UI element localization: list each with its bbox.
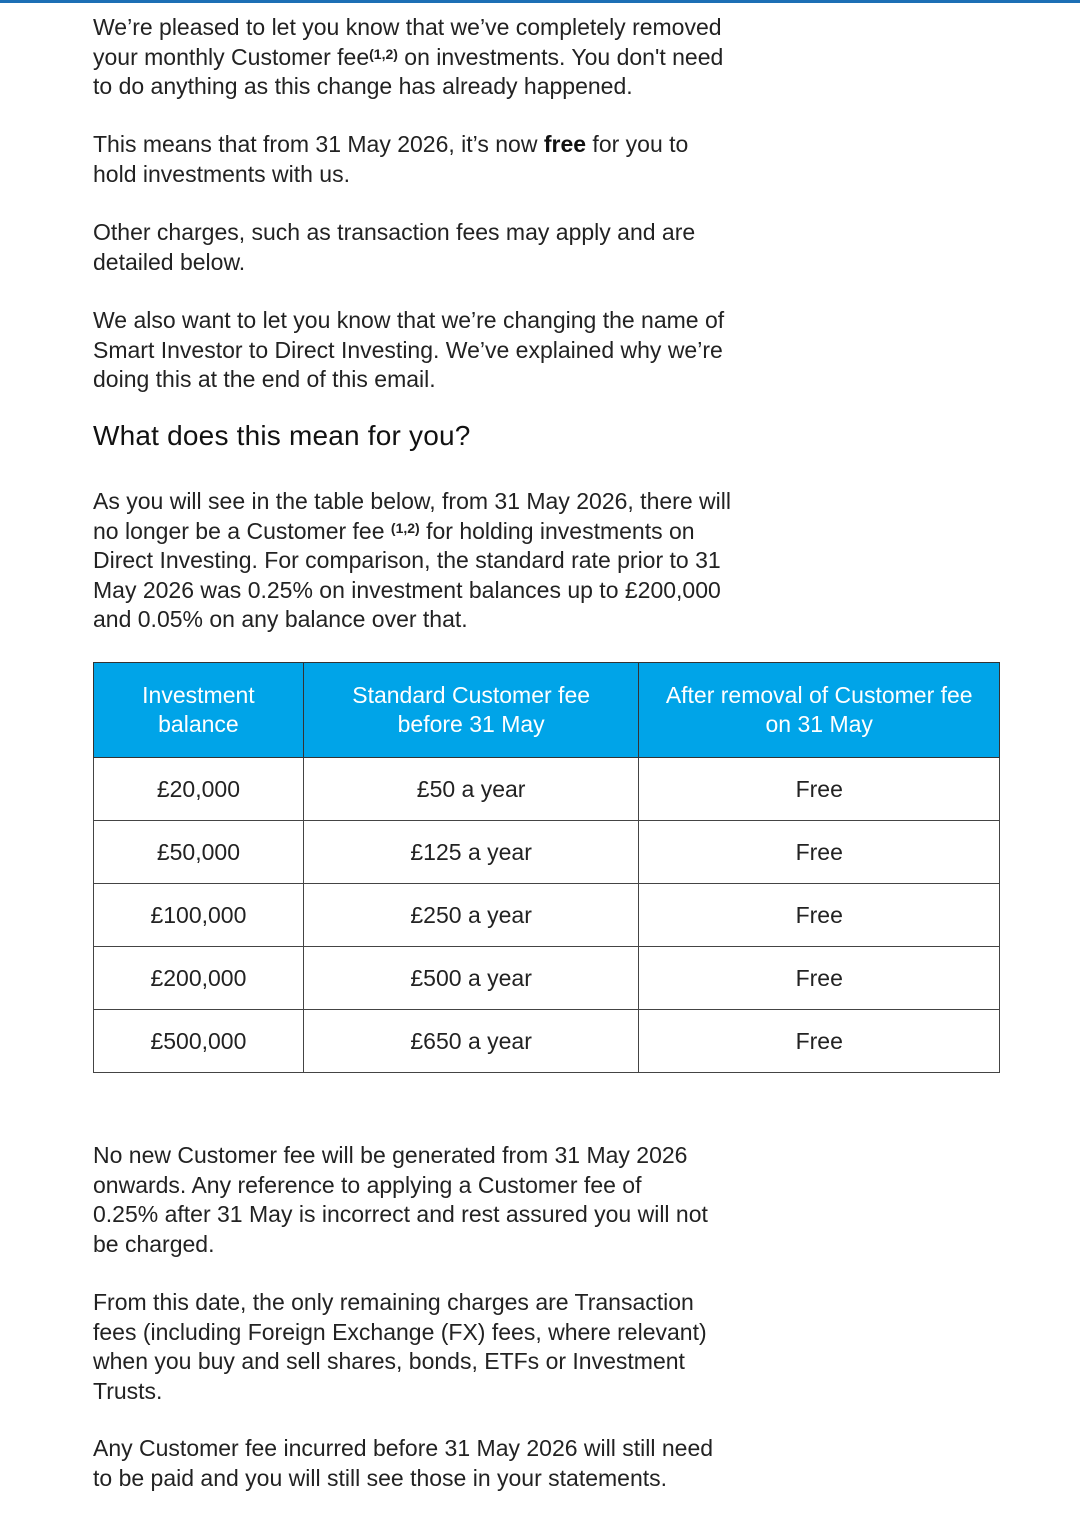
other-charges-paragraph: Other charges, such as transaction fees may apply and are detailed below. [93, 219, 696, 275]
new-fee-cell: Free [639, 821, 1000, 884]
header-after-removal: After removal of Customer fee on 31 May [639, 663, 1000, 758]
free-text-start: This means that from 31 May 2026, it’s now [93, 131, 544, 157]
free-paragraph [93, 130, 733, 189]
footnote-ref: (1,2) [369, 45, 398, 62]
header-investment-balance: Investment balance [94, 663, 304, 758]
table-row [94, 884, 1000, 947]
comparison-text-start: As you will see in the table below, from 31 May 2026, there will no longer be a Customer fee [93, 488, 731, 544]
new-fee-cell: Free [639, 884, 1000, 947]
new-fee-cell: Free [639, 1010, 1000, 1073]
free-emphasis: free [543, 131, 587, 157]
intro-text-start: We’re pleased to let you know that we’ve completely removed your monthly Customer fee [93, 14, 722, 70]
table-row [94, 821, 1000, 884]
intro-paragraph [93, 13, 733, 102]
new-fee-cell: Free [639, 947, 1000, 1010]
new-fee-cell: Free [639, 758, 1000, 821]
balance-cell: £200,000 [94, 947, 304, 1010]
standard-fee-cell: £250 a year [303, 884, 639, 947]
balance-cell: £50,000 [94, 821, 304, 884]
balance-cell: £500,000 [94, 1010, 304, 1073]
standard-fee-cell: £500 a year [303, 947, 639, 1010]
table-row [94, 758, 1000, 821]
top-divider [0, 0, 1080, 3]
section-heading: What does this mean for you? [93, 420, 471, 451]
footnote-ref: (1,2) [390, 519, 420, 536]
fee-table [93, 662, 1000, 1073]
comparison-paragraph [93, 487, 733, 635]
standard-fee-cell: £125 a year [303, 821, 639, 884]
table-row [94, 947, 1000, 1010]
balance-cell: £100,000 [94, 884, 304, 947]
table-header-row [94, 663, 1000, 758]
comparison-text-end: for holding investments on Direct Investing. For comparison, the standard rate prior to 31 May 2026 was 0.25% on investment balances up to £200,000 and 0.05% on any balance over that. [93, 517, 721, 632]
intro-text-end: on investments. You don't need to do anything as this change has already happened. [93, 43, 724, 99]
free-text-end: for you to hold investments with us. [93, 131, 689, 187]
standard-fee-cell: £650 a year [303, 1010, 639, 1073]
prior-fees-paragraph: Any Customer fee incurred before 31 May 2026 will still need to be paid and you will still see those in your statements. [93, 1435, 714, 1491]
no-new-fee-paragraph: No new Customer fee will be generated from 31 May 2026 onwards. Any reference to applying a Customer fee of 0.25% after 31 May is incorrect and rest assured you will not be charged. [93, 1142, 708, 1257]
header-standard-fee: Standard Customer fee before 31 May [303, 663, 639, 758]
rename-paragraph: We also want to let you know that we’re changing the name of Smart Investor to Direct Investing. We’ve explained why we’re doing this at the end of this email. [93, 307, 725, 392]
remaining-charges-paragraph: From this date, the only remaining charges are Transaction fees (including Foreign Exchange (FX) fees, where relevant) when you buy and sell shares, bonds, ETFs or Investment Trusts. [93, 1289, 707, 1404]
balance-cell: £20,000 [94, 758, 304, 821]
standard-fee-cell: £50 a year [303, 758, 639, 821]
table-row [94, 1010, 1000, 1073]
